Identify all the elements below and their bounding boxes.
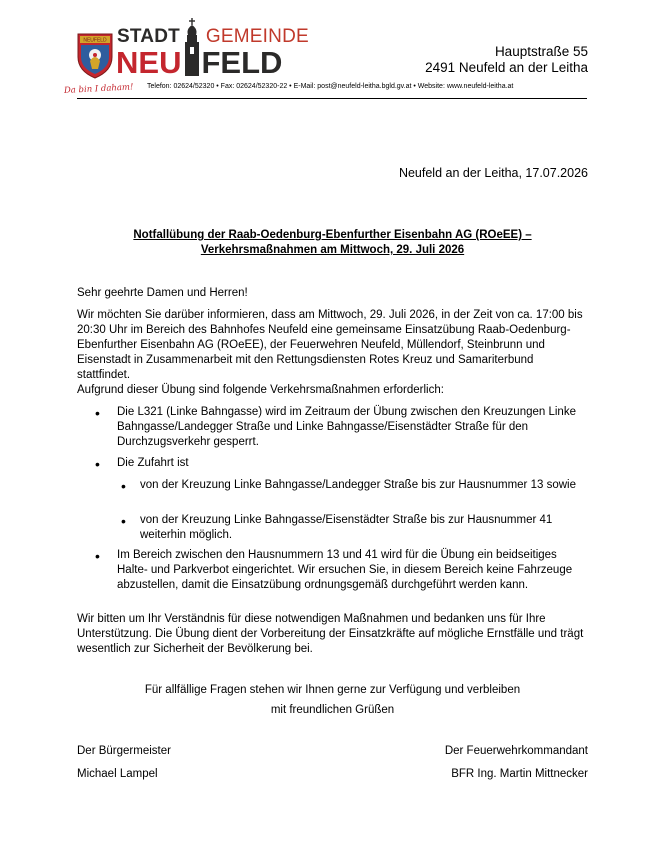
address-block: [425, 44, 588, 76]
signature-left-title: Der Bürgermeister: [77, 745, 171, 757]
bullet-marker: •: [95, 456, 100, 472]
subject-line-2: Verkehrsmaßnahmen am Mittwoch, 29. Juli 2026: [200, 244, 465, 256]
brand-gemeinde: GEMEINDE: [205, 26, 309, 47]
header-divider: [77, 98, 587, 99]
subject-line-1: Notfallübung der Raab-Oedenburg-Ebenfurther Eisenbahn AG (ROeEE) –: [133, 229, 532, 241]
salutation: Sehr geehrte Damen und Herren!: [77, 287, 248, 299]
subbullet-marker: •: [121, 513, 126, 529]
brand-neu: NEU: [116, 45, 182, 80]
subject-heading: [77, 228, 588, 258]
bullet-access: Die Zufahrt ist: [117, 457, 189, 469]
crest-label: NEUFELD: [83, 37, 107, 44]
closing-line-1: Für allfällige Fragen stehen wir Ihnen gerne zur Verfügung und verbleiben: [144, 684, 521, 696]
slogan: Da bin I daham!: [63, 82, 134, 96]
bullet-parking-ban: Im Bereich zwischen den Hausnummern 13 und 41 wird für die Übung ein beidseitiges Halte- und Parkverbot eingerichtet. Wir ersuchen Sie, in diesem Bereich keine Fahrzeuge abzustellen, damit die Einsatzübung ordnungsgemäß durchgeführt werden kann.: [117, 549, 573, 591]
date-line: Neufeld an der Leitha, 17.07.2026: [398, 166, 588, 180]
paragraph-thanks: Wir bitten um Ihr Verständnis für diese notwendigen Maßnahmen und bedanken uns für Ihre Unterstützung. Die Übung dient der Vorbereitung der Einsatzkräfte auf mögliche Ernstfälle und trägt wesentlich zur Sicherheit der Bevölkerung bei.: [77, 613, 584, 655]
contact-line: Telefon: 02624/52320 • Fax: 02624/52320-22 • E-Mail: post@neufeld-leitha.bgld.gv.at • Website: www.neufeld-leitha.at: [147, 83, 514, 90]
brand-stadt: STADT: [117, 26, 180, 47]
coat-of-arms-icon: [77, 31, 113, 79]
closing-line-2: mit freundlichen Grüßen: [270, 704, 395, 716]
subbullet-marker: •: [121, 478, 126, 494]
brand-feld: FELD: [201, 45, 283, 80]
bullet-marker: •: [95, 548, 100, 564]
paragraph-intro: Wir möchten Sie darüber informieren, dass am Mittwoch, 29. Juli 2026, in der Zeit von ca. 17:00 bis 20:30 Uhr im Bereich des Bahnhofes Neufeld eine gemeinsame Einsatzübung Raab-Oedenburg-Ebenfurther Eisenbahn AG (ROeEE), der Feuerwehren Neufeld, Müllendorf, Steinbrunn und Eisenstadt in Zusammenarbeit mit den Rettungsdiensten Rotes Kreuz und Samariterbund stattfindet.: [77, 309, 583, 381]
address-street: Hauptstraße 55: [494, 44, 588, 59]
paragraph-measures: Aufgrund dieser Übung sind folgende Verkehrsmaßnahmen erforderlich:: [77, 384, 444, 396]
subbullet-access-landegger: von der Kreuzung Linke Bahngasse/Landegger Straße bis zur Hausnummer 13 sowie: [140, 479, 576, 491]
signature-left-name: Michael Lampel: [77, 768, 158, 780]
signature-right-title: Der Feuerwehrkommandant: [444, 745, 588, 757]
address-city: 2491 Neufeld an der Leitha: [425, 60, 588, 75]
bullet-road-closure: Die L321 (Linke Bahngasse) wird im Zeitraum der Übung zwischen den Kreuzungen Linke Bahngasse/Landegger Straße und Linke Bahngasse/Eisenstädter Straße für den Durchzugsverkehr gesperrt.: [117, 406, 576, 448]
bullet-marker: •: [95, 405, 100, 421]
signature-right-name: BFR Ing. Martin Mittnecker: [451, 768, 588, 780]
brand-top-line: [117, 27, 309, 47]
subbullet-access-eisenstaedter: von der Kreuzung Linke Bahngasse/Eisenstädter Straße bis zur Hausnummer 41 weiterhin möglich.: [140, 514, 553, 541]
brand-main-line: [116, 45, 283, 80]
